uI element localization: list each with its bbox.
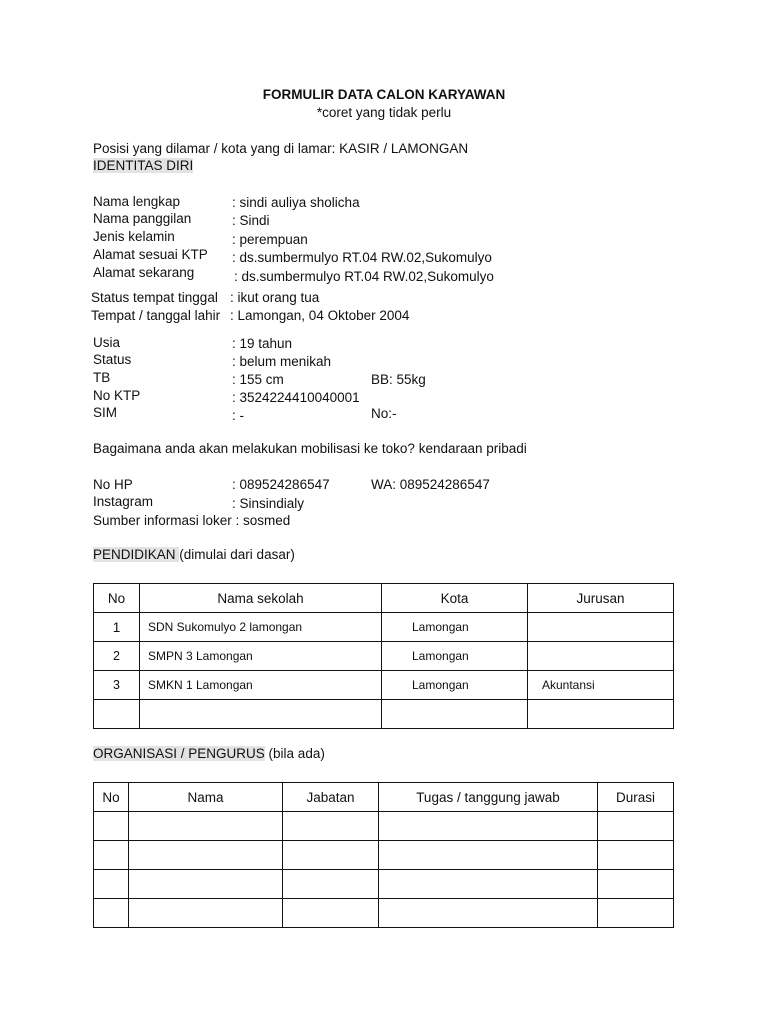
cell-durasi xyxy=(598,899,674,928)
pendidikan-table xyxy=(93,583,674,729)
cell-nama xyxy=(129,899,283,928)
table-row xyxy=(94,812,674,841)
table-row xyxy=(94,841,674,870)
cell-nama-sekolah: SMKN 1 Lamongan xyxy=(140,671,382,700)
pendidikan-heading-text: PENDIDIKAN xyxy=(93,547,180,562)
pendidikan-header-row xyxy=(94,584,674,613)
cell-kota xyxy=(382,700,528,729)
cell-tugas xyxy=(379,841,598,870)
header-nama: Nama xyxy=(129,783,283,812)
value-alamat-ktp: : ds.sumbermulyo RT.04 RW.02,Sukomulyo xyxy=(232,250,492,265)
cell-jurusan xyxy=(528,642,674,671)
label-status: Status xyxy=(93,352,132,367)
table-row xyxy=(94,700,674,729)
table-row xyxy=(94,613,674,642)
cell-no xyxy=(94,812,129,841)
cell-nama-sekolah: SMPN 3 Lamongan xyxy=(140,642,382,671)
value-alamat-sekarang: : ds.sumbermulyo RT.04 RW.02,Sukomulyo xyxy=(234,269,494,284)
organisasi-note: (bila ada) xyxy=(264,746,325,761)
cell-no: 3 xyxy=(94,671,140,700)
table-row xyxy=(94,870,674,899)
mobilisasi-line: Bagaimana anda akan melakukan mobilisasi ke toko? kendaraan pribadi xyxy=(93,441,527,456)
header-nama-sekolah: Nama sekolah xyxy=(140,584,382,613)
position-line: Posisi yang dilamar / kota yang di lamar: KASIR / LAMONGAN xyxy=(93,141,469,156)
cell-jabatan xyxy=(283,812,379,841)
header-kota: Kota xyxy=(382,584,528,613)
value-sim: : - xyxy=(232,408,244,423)
cell-no xyxy=(94,870,129,899)
cell-tugas xyxy=(379,812,598,841)
organisasi-heading xyxy=(93,746,325,761)
cell-nama-sekolah xyxy=(140,700,382,729)
cell-durasi xyxy=(598,812,674,841)
cell-kota: Lamongan xyxy=(382,613,528,642)
cell-kota: Lamongan xyxy=(382,671,528,700)
label-alamat-sekarang: Alamat sekarang xyxy=(93,265,195,280)
cell-jurusan xyxy=(528,700,674,729)
cell-nama-sekolah: SDN Sukomulyo 2 lamongan xyxy=(140,613,382,642)
value-instagram: : Sinsindialy xyxy=(232,496,305,511)
value-status: : belum menikah xyxy=(232,354,332,369)
form-title: FORMULIR DATA CALON KARYAWAN xyxy=(262,87,506,102)
cell-jabatan xyxy=(283,899,379,928)
value-sim-no: No:- xyxy=(371,406,397,421)
label-instagram: Instagram xyxy=(93,494,154,509)
cell-jurusan xyxy=(528,613,674,642)
label-sim: SIM xyxy=(93,405,118,420)
cell-no xyxy=(94,700,140,729)
label-no-hp: No HP xyxy=(93,477,133,492)
cell-nama xyxy=(129,841,283,870)
cell-nama xyxy=(129,812,283,841)
value-ttl: : Lamongan, 04 Oktober 2004 xyxy=(230,308,410,323)
cell-jabatan xyxy=(283,870,379,899)
label-nama-lengkap: Nama lengkap xyxy=(93,194,181,209)
value-jenis-kelamin: : perempuan xyxy=(232,232,308,247)
value-wa: WA: 089524286547 xyxy=(371,477,490,492)
organisasi-header-row xyxy=(94,783,674,812)
organisasi-table xyxy=(93,782,674,928)
label-jenis-kelamin: Jenis kelamin xyxy=(93,229,175,244)
cell-no xyxy=(94,899,129,928)
pendidikan-heading xyxy=(93,547,295,562)
table-row xyxy=(94,642,674,671)
header-tugas: Tugas / tanggung jawab xyxy=(379,783,598,812)
cell-tugas xyxy=(379,899,598,928)
value-usia: : 19 tahun xyxy=(232,336,293,351)
value-tb: : 155 cm xyxy=(232,372,284,387)
cell-nama xyxy=(129,870,283,899)
cell-no: 2 xyxy=(94,642,140,671)
header-no: No xyxy=(94,584,140,613)
identity-heading-text: IDENTITAS DIRI xyxy=(93,158,194,173)
value-status-tinggal: : ikut orang tua xyxy=(230,290,320,305)
header-jurusan: Jurusan xyxy=(528,584,674,613)
table-row xyxy=(94,899,674,928)
label-alamat-ktp: Alamat sesuai KTP xyxy=(93,247,208,262)
label-usia: Usia xyxy=(93,335,121,350)
label-tb: TB xyxy=(93,370,111,385)
cell-tugas xyxy=(379,870,598,899)
cell-jurusan: Akuntansi xyxy=(528,671,674,700)
identity-heading xyxy=(93,158,193,173)
form-subtitle: *coret yang tidak perlu xyxy=(316,105,452,120)
pendidikan-note: (dimulai dari dasar) xyxy=(179,547,295,562)
label-status-tinggal: Status tempat tinggal xyxy=(91,290,218,305)
cell-kota: Lamongan xyxy=(382,642,528,671)
value-no-ktp: : 3524224410040001 xyxy=(232,390,360,405)
sumber-line: Sumber informasi loker : sosmed xyxy=(93,513,291,528)
cell-durasi xyxy=(598,870,674,899)
value-nama-lengkap: : sindi auliya sholicha xyxy=(232,195,360,210)
cell-no xyxy=(94,841,129,870)
value-no-hp: : 089524286547 xyxy=(232,477,330,492)
value-nama-panggilan: : Sindi xyxy=(232,213,270,228)
cell-no: 1 xyxy=(94,613,140,642)
header-durasi: Durasi xyxy=(598,783,674,812)
header-jabatan: Jabatan xyxy=(283,783,379,812)
value-bb: BB: 55kg xyxy=(371,372,426,387)
header-no: No xyxy=(94,783,129,812)
label-nama-panggilan: Nama panggilan xyxy=(93,211,192,226)
cell-durasi xyxy=(598,841,674,870)
label-ttl: Tempat / tanggal lahir xyxy=(91,308,221,323)
label-no-ktp: No KTP xyxy=(93,388,141,403)
table-row xyxy=(94,671,674,700)
organisasi-heading-text: ORGANISASI / PENGURUS xyxy=(93,746,265,761)
cell-jabatan xyxy=(283,841,379,870)
